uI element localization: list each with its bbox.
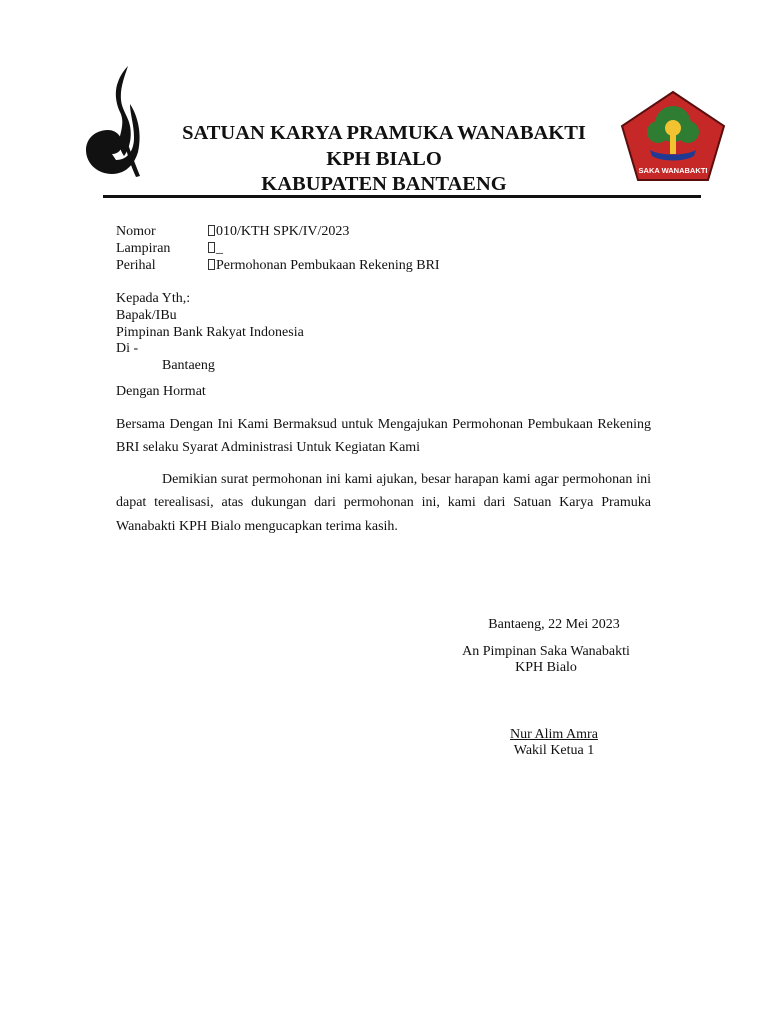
recipient-line3: Pimpinan Bank Rakyat Indonesia — [116, 325, 304, 340]
lampiran-text: _ — [216, 241, 223, 256]
nomor-text: 010/KTH SPK/IV/2023 — [216, 224, 350, 239]
missing-glyph-icon — [208, 259, 215, 270]
header-divider — [103, 195, 701, 198]
signatory-name: Nur Alim Amra — [510, 727, 598, 742]
header-title-line3: KABUPATEN BANTAENG — [261, 173, 507, 195]
recipient-city: Bantaeng — [162, 358, 215, 373]
recipient-line2: Bapak/IBu — [116, 308, 177, 323]
header-title-line2: KPH BIALO — [326, 148, 442, 170]
lampiran-value — [208, 240, 223, 257]
missing-glyph-icon — [208, 225, 215, 236]
place-date: Bantaeng, 22 Mei 2023 — [488, 617, 620, 632]
nomor-label: Nomor — [116, 224, 156, 239]
saka-wanabakti-emblem-icon — [620, 90, 726, 182]
missing-glyph-icon — [208, 242, 215, 253]
lampiran-label: Lampiran — [116, 241, 171, 256]
recipient-line1: Kepada Yth,: — [116, 291, 191, 306]
signature-org: KPH Bialo — [515, 660, 577, 675]
emblem-label: SAKA WANABAKTI — [638, 166, 708, 175]
signatory-position: Wakil Ketua 1 — [513, 743, 595, 758]
on-behalf-line: An Pimpinan Saka Wanabakti — [462, 644, 630, 659]
perihal-label: Perihal — [116, 258, 156, 273]
nomor-value — [208, 223, 349, 240]
recipient-line4: Di - — [116, 341, 139, 356]
perihal-value — [208, 257, 440, 274]
greeting: Dengan Hormat — [116, 384, 206, 399]
body-paragraph-2: Demikian surat permohonan ini kami ajukan, besar harapan kami agar permohonan ini dapat terealisasi, atas dukungan dari permohonan ini, kami dari Satuan Karya Pramuka Wanabakti KPH Bialo mengucapkan terima kasih. — [116, 472, 651, 534]
perihal-text: Permohonan Pembukaan Rekening BRI — [216, 258, 440, 273]
header-title-line1: SATUAN KARYA PRAMUKA WANABAKTI — [182, 122, 586, 144]
body-paragraph-1: Bersama Dengan Ini Kami Bermaksud untuk Mengajukan Permohonan Pembukaan Rekening BRI selaku Syarat Administrasi Untuk Kegiatan Kami — [116, 417, 651, 456]
